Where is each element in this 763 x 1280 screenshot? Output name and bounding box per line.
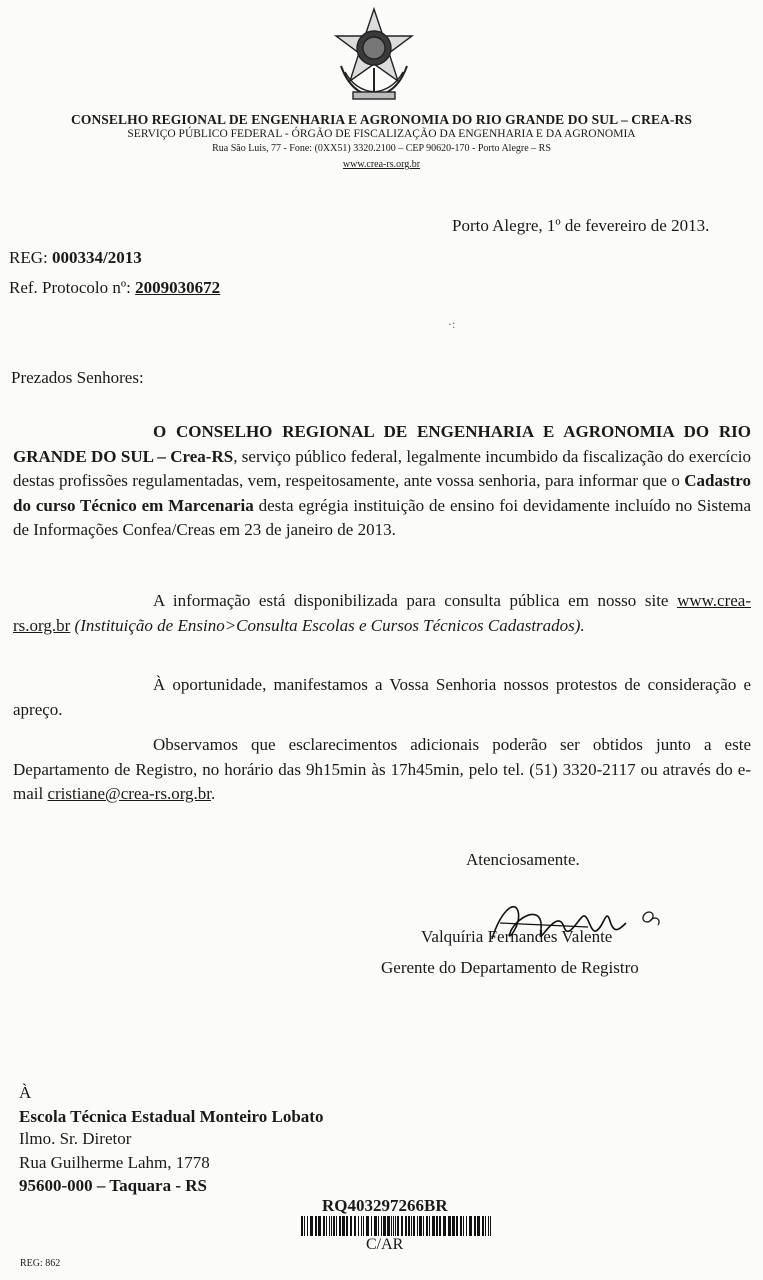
reg-value: 000334/2013 (51, 248, 142, 267)
paragraph-1 (13, 420, 751, 543)
p4-end: . (211, 784, 216, 803)
tracking-number: RQ403297266BR (322, 1196, 448, 1215)
recipient-school: Escola Técnica Estadual Monteiro Lobato (19, 1107, 324, 1126)
p2-italic: (Instituição de Ensino>Consulta Escolas e Cursos Técnicos Cadastrados). (70, 615, 585, 635)
p1-bold-org: O CONSELHO REGIONAL DE ENGENHARIA E AGRONOMIA DO RIO GRANDE DO SUL – Crea-RS (13, 422, 751, 466)
reg-label: REG: (9, 248, 52, 267)
header-address: Rua São Luis, 77 - Fone: (0XX51) 3320.2100 – CEP 90620-170 - Porto Alegre – RS (212, 143, 551, 154)
paragraph-3: À oportunidade, manifestamos a Vossa Senhoria nossos protestos de consideração e apreço. (13, 675, 751, 719)
p4-email-link[interactable]: cristiane@crea-rs.org.br (47, 784, 212, 803)
protocol-label: Ref. Protocolo nº: (9, 278, 136, 297)
coat-of-arms-icon (331, 6, 417, 102)
protocol-line (9, 278, 220, 298)
letter-date: Porto Alegre, 1º de fevereiro de 2013. (452, 216, 710, 235)
p2-text: A informação está disponibilizada para consulta pública em nosso site (153, 591, 678, 610)
header-subtitle: SERVIÇO PÚBLICO FEDERAL - ÓRGÃO DE FISCALIZAÇÃO DA ENGENHARIA E DA AGRONOMIA (127, 128, 636, 140)
paragraph-4 (13, 733, 751, 807)
p4-text: Observamos que esclarecimentos adicionais poderão ser obtidos junto a este Departamento de Registro, no horário das 9h15min às 17h45min, pelo tel. (51) 3320-2117 ou através do e-mail (13, 735, 751, 803)
recipient-attention: Ilmo. Sr. Diretor (19, 1129, 132, 1148)
header-org-name: CONSELHO REGIONAL DE ENGENHARIA E AGRONOMIA DO RIO GRANDE DO SUL – CREA-RS (71, 112, 692, 127)
recipient-city: 95600-000 – Taquara - RS (19, 1176, 207, 1195)
greeting: Prezados Senhores: (11, 368, 144, 387)
protocol-value: 2009030672 (135, 278, 221, 297)
p1-text-b: desta egrégia instituição de ensino foi devidamente incluído no Sistema de Informações Confea/Creas em 23 de janeiro de 2013. (13, 495, 751, 539)
closing: Atenciosamente. (466, 850, 580, 869)
reg-number: REG: 862 (20, 1258, 61, 1269)
signer-role: Gerente do Departamento de Registro (381, 958, 639, 977)
recipient-street: Rua Guilherme Lahm, 1778 (19, 1153, 210, 1172)
header-website-link[interactable]: www.crea-rs.org.br (342, 159, 421, 170)
p1-bold-course: Cadastro do curso Técnico em Marcenaria (13, 471, 751, 515)
paper-speck: ·: (448, 317, 456, 331)
signer-name: Valquíria Fernandes Valente (421, 927, 613, 946)
recipient-prefix: À (19, 1083, 32, 1102)
p1-text-a: , serviço público federal, legalmente incumbido da fiscalização do exercício destas profissões regulamentadas, vem, respeitosamente, ante vossa senhoria, para informar que o (13, 446, 751, 490)
barcode-icon (301, 1216, 492, 1236)
paragraph-2 (13, 589, 751, 638)
reg-line (9, 248, 142, 268)
p2-website-link[interactable]: www.crea-rs.org.br (13, 591, 751, 635)
service-code: C/AR (366, 1236, 404, 1253)
